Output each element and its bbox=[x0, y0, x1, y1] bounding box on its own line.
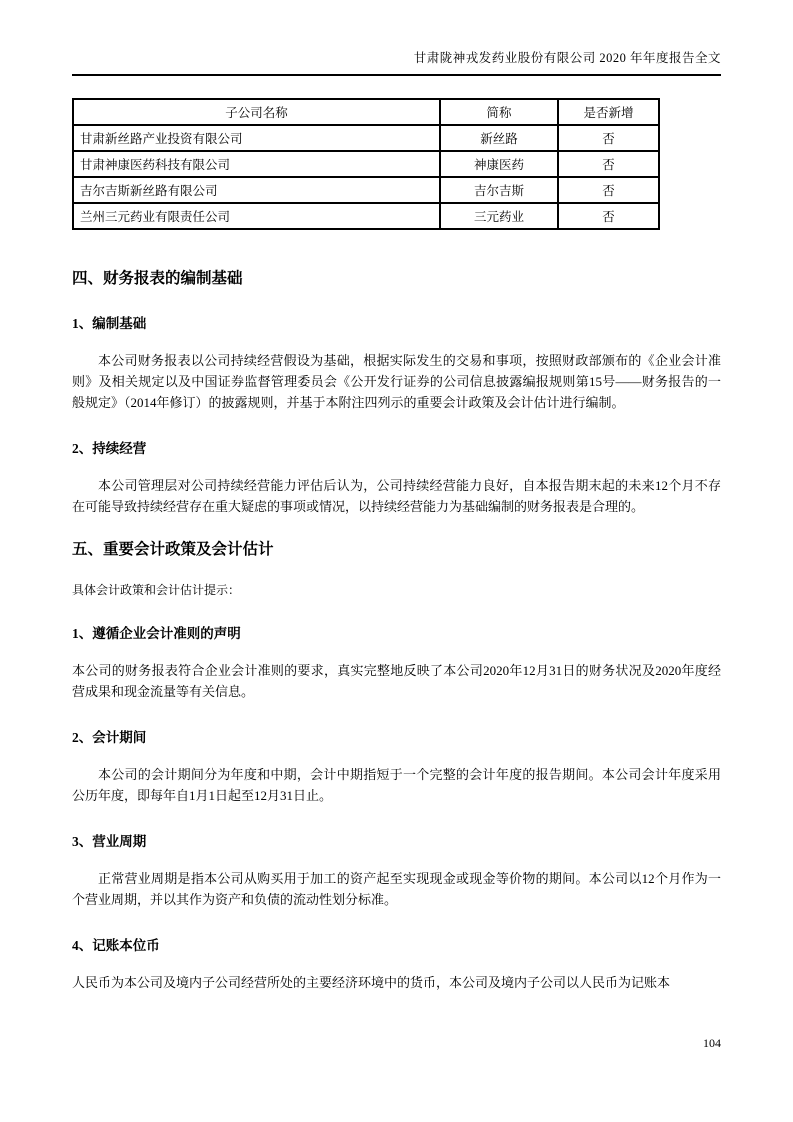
section-5-4-paragraph: 人民币为本公司及境内子公司经营所处的主要经济环境中的货币，本公司及境内子公司以人民币为记账本 bbox=[72, 975, 671, 990]
page-number: 104 bbox=[703, 1036, 721, 1050]
col-header-abbreviation: 简称 bbox=[440, 99, 558, 125]
subsidiary-abbr: 三元药业 bbox=[440, 203, 558, 229]
section-5-2-title: 2、会计期间 bbox=[72, 730, 147, 745]
subsidiary-new-flag: 否 bbox=[558, 177, 659, 203]
section-5-3-title: 3、营业周期 bbox=[72, 834, 147, 849]
section-5-1-title: 1、遵循企业会计准则的声明 bbox=[72, 626, 241, 641]
section-5-1-paragraph: 本公司的财务报表符合企业会计准则的要求，真实完整地反映了本公司2020年12月31日的财务状况及2020年度经营成果和现金流量等有关信息。 bbox=[72, 663, 721, 699]
subsidiary-abbr: 神康医药 bbox=[440, 151, 558, 177]
table-header-row bbox=[73, 99, 659, 125]
section-5-title: 五、重要会计政策及会计估计 bbox=[72, 541, 274, 558]
subsidiary-name: 兰州三元药业有限责任公司 bbox=[73, 203, 440, 229]
section-5-3-paragraph: 正常营业周期是指本公司从购买用于加工的资产起至实现现金或现金等价物的期间。本公司以12个月作为一个营业周期，并以其作为资产和负债的流动性划分标准。 bbox=[72, 871, 721, 907]
table-row bbox=[73, 151, 659, 177]
section-4-2-title: 2、持续经营 bbox=[72, 441, 147, 456]
subsidiary-name: 吉尔吉斯新丝路有限公司 bbox=[73, 177, 440, 203]
table-row bbox=[73, 125, 659, 151]
section-4-title: 四、财务报表的编制基础 bbox=[72, 270, 243, 287]
subsidiary-new-flag: 否 bbox=[558, 151, 659, 177]
subsidiary-new-flag: 否 bbox=[558, 125, 659, 151]
subsidiary-new-flag: 否 bbox=[558, 203, 659, 229]
section-4-2-paragraph: 本公司管理层对公司持续经营能力评估后认为，公司持续经营能力良好，自本报告期末起的未来12个月不存在可能导致持续经营存在重大疑虑的事项或情况，以持续经营能力为基础编制的财务报表是合理的。 bbox=[72, 478, 721, 514]
col-header-subsidiary-name: 子公司名称 bbox=[73, 99, 440, 125]
section-5-2-paragraph: 本公司的会计期间分为年度和中期，会计中期指短于一个完整的会计年度的报告期间。本公司会计年度采用公历年度，即每年自1月1日起至12月31日止。 bbox=[72, 767, 721, 803]
section-5-note: 具体会计政策和会计估计提示： bbox=[72, 583, 241, 597]
report-title: 甘肃陇神戎发药业股份有限公司 2020 年年度报告全文 bbox=[413, 51, 721, 65]
section-5-4-title: 4、记账本位币 bbox=[72, 938, 160, 953]
subsidiary-name: 甘肃新丝路产业投资有限公司 bbox=[73, 125, 440, 151]
table-row bbox=[73, 177, 659, 203]
subsidiary-abbr: 吉尔吉斯 bbox=[440, 177, 558, 203]
subsidiary-table bbox=[72, 98, 660, 230]
subsidiary-abbr: 新丝路 bbox=[440, 125, 558, 151]
page-header bbox=[72, 48, 721, 76]
table-row bbox=[73, 203, 659, 229]
subsidiary-name: 甘肃神康医药科技有限公司 bbox=[73, 151, 440, 177]
section-4-1-title: 1、编制基础 bbox=[72, 316, 147, 331]
section-4-1-paragraph: 本公司财务报表以公司持续经营假设为基础，根据实际发生的交易和事项，按照财政部颁布的《企业会计准则》及相关规定以及中国证券监督管理委员会《公开发行证券的公司信息披露编报规则第15号——财务报告的一般规定》（2014年修订）的披露规则，并基于本附注四列示的重要会计政策及会计估计进行编制。 bbox=[72, 353, 721, 410]
col-header-newly-added: 是否新增 bbox=[558, 99, 659, 125]
